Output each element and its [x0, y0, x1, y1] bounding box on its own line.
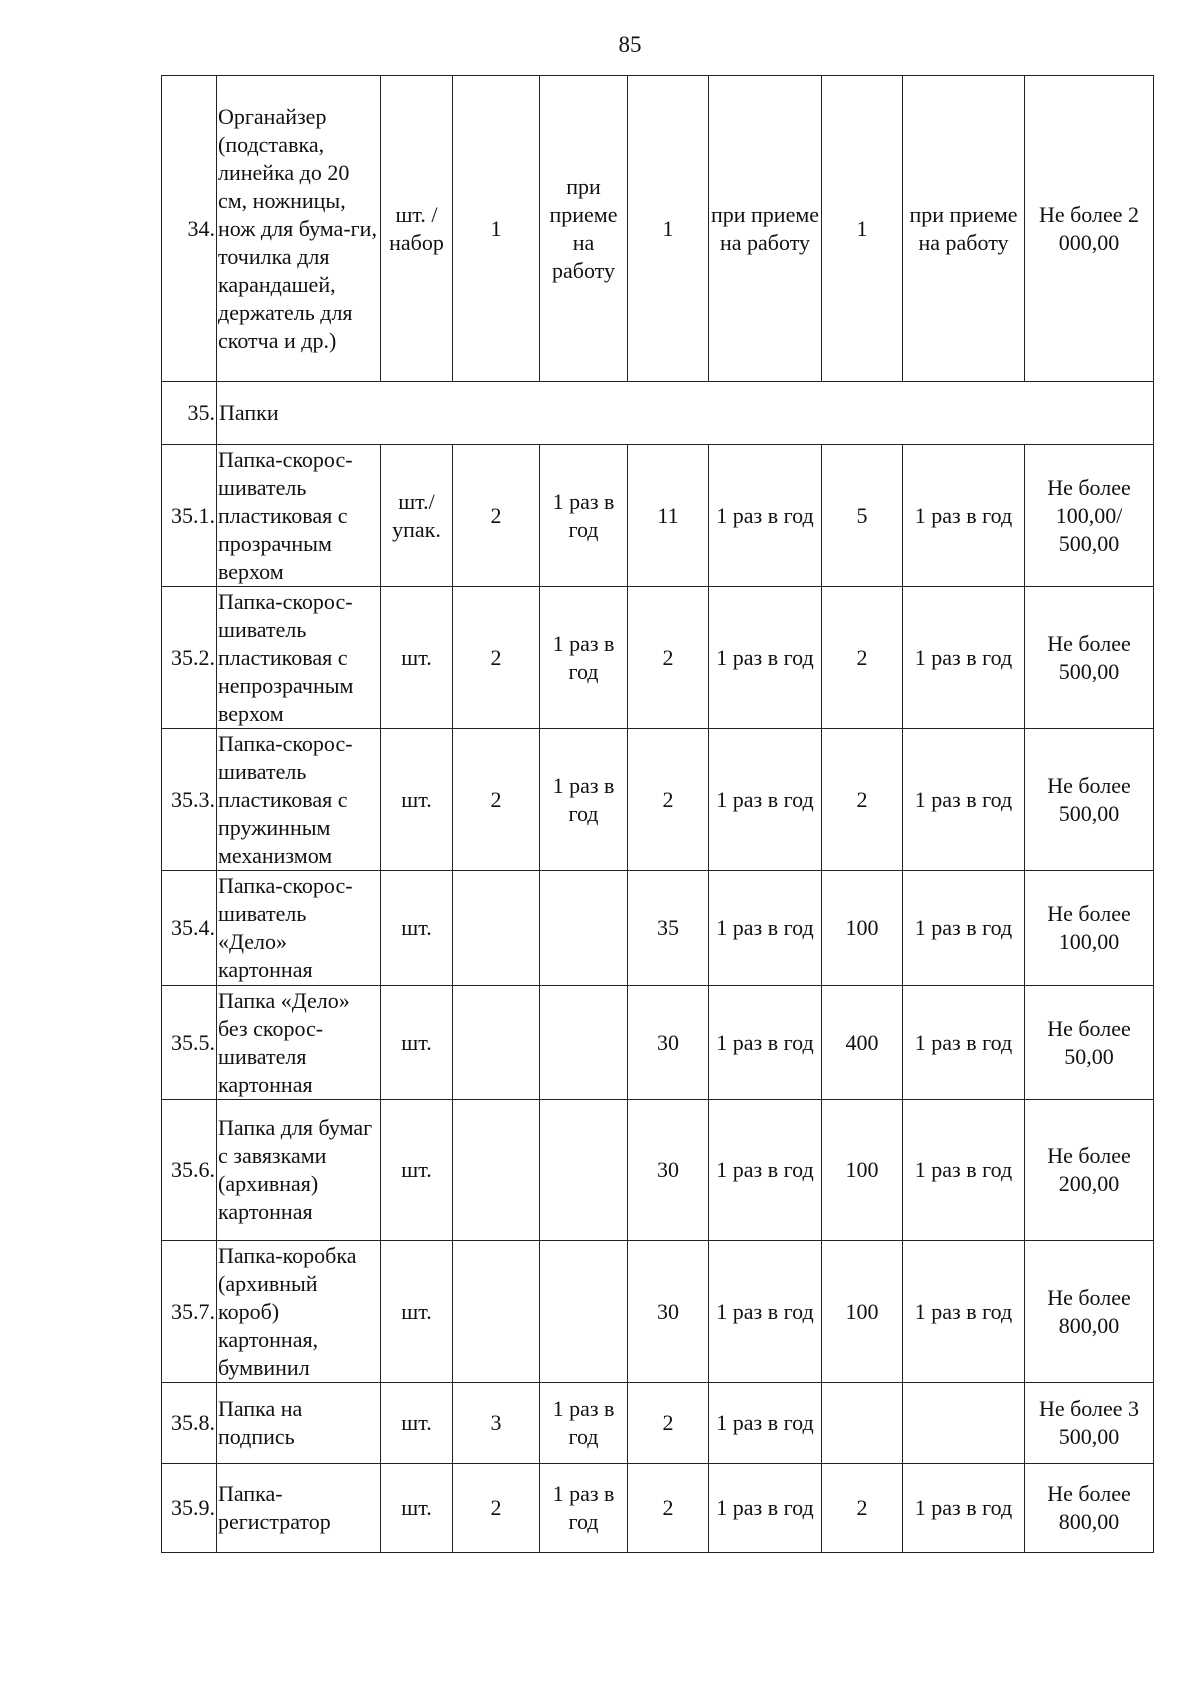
quantity-3-cell [822, 871, 903, 986]
item-name-cell-text: Папка на подпись [218, 1396, 303, 1449]
table-row [162, 587, 1154, 729]
period-2-cell [709, 729, 822, 871]
price-cell [1025, 1383, 1154, 1464]
price-cell [1025, 1241, 1154, 1383]
quantity-2-cell-text: 30 [657, 1157, 679, 1182]
quantity-2-cell [628, 587, 709, 729]
unit-cell [381, 729, 453, 871]
period-2-cell-text: 1 раз в год [716, 1157, 814, 1182]
quantity-2-cell-text: 30 [657, 1029, 679, 1055]
period-1-cell [540, 1464, 628, 1553]
quantity-2-cell [628, 871, 709, 986]
price-cell [1025, 587, 1154, 729]
quantity-3-cell-text: 100 [845, 915, 879, 940]
quantity-2-cell-text: 35 [657, 915, 679, 940]
quantity-2-cell [628, 1464, 709, 1553]
item-name-cell [217, 986, 381, 1100]
quantity-2-cell-text: 2 [662, 786, 674, 812]
period-1-cell-text: 1 раз в год [552, 1396, 615, 1449]
item-name-cell-text: Папка-коробка (архивный короб) картонная, бумвинил [218, 1242, 357, 1380]
unit-cell-text: шт. [401, 786, 432, 812]
price-cell-text: Не более 100,00/ 500,00 [1047, 474, 1131, 556]
quantity-3-cell-text: 1 [856, 215, 868, 241]
row-number-cell [162, 1383, 217, 1464]
period-1-cell-text: 1 раз в год [552, 630, 615, 684]
quantity-2-cell-text: 2 [662, 1495, 674, 1520]
period-2-cell [709, 1383, 822, 1464]
quantity-1-cell [453, 1383, 540, 1464]
quantity-3-cell [822, 1383, 903, 1464]
period-2-cell-text: 1 раз в год [716, 915, 814, 940]
quantity-2-cell [628, 729, 709, 871]
row-number-cell [162, 1241, 217, 1383]
quantity-1-cell-text: 2 [490, 502, 502, 528]
row-number-cell [162, 729, 217, 871]
period-3-cell-text: 1 раз в год [914, 915, 1013, 940]
section-name-cell-text: Папки [219, 400, 279, 425]
period-3-cell [903, 871, 1025, 986]
period-2-cell-text: 1 раз в год [716, 502, 814, 528]
quantity-3-cell [822, 445, 903, 587]
price-cell-text: Не более 200,00 [1047, 1143, 1131, 1196]
row-number-cell [162, 1100, 217, 1241]
quantity-2-cell [628, 986, 709, 1100]
table-row [162, 1383, 1154, 1464]
quantity-3-cell [822, 1100, 903, 1241]
period-2-cell-text: 1 раз в год [716, 1029, 814, 1055]
price-cell [1025, 871, 1154, 986]
table-row [162, 445, 1154, 587]
item-name-cell [217, 587, 381, 729]
row-number-cell-text: 35.5. [171, 1029, 215, 1055]
quantity-1-cell-text: 2 [490, 1495, 502, 1520]
table-row [162, 1464, 1154, 1553]
quantity-1-cell [453, 1100, 540, 1241]
row-number-cell-text: 35.8. [171, 1410, 215, 1435]
price-cell-text: Не более 500,00 [1047, 630, 1131, 684]
unit-cell [381, 445, 453, 587]
row-number-cell-text: 35. [187, 400, 215, 425]
quantity-3-cell-text: 100 [845, 1298, 879, 1324]
item-name-cell-text: Папка-скорос-шиватель пластиковая с пружинным механизмом [218, 730, 353, 868]
row-number-cell-text: 34. [187, 215, 215, 241]
table-row [162, 729, 1154, 871]
unit-cell-text: шт. [401, 644, 432, 670]
quantity-2-cell [628, 1383, 709, 1464]
item-name-cell [217, 729, 381, 871]
item-name-cell-text: Папка «Дело» без скорос-шивателя картонная [218, 987, 350, 1097]
price-cell-text: Не более 800,00 [1047, 1284, 1131, 1338]
quantity-3-cell [822, 587, 903, 729]
price-cell [1025, 1100, 1154, 1241]
row-number-cell-text: 35.9. [171, 1495, 215, 1520]
period-3-cell [903, 445, 1025, 587]
unit-cell [381, 76, 453, 382]
quantity-1-cell-text: 1 [490, 215, 502, 241]
unit-cell-text: шт. [401, 915, 432, 940]
table-row [162, 871, 1154, 986]
row-number-cell-text: 35.7. [171, 1298, 215, 1324]
row-number-cell [162, 445, 217, 587]
quantity-1-cell [453, 445, 540, 587]
period-2-cell [709, 587, 822, 729]
period-3-cell [903, 1464, 1025, 1553]
row-number-cell-text: 35.2. [171, 644, 215, 670]
supplies-table [161, 75, 1154, 1553]
period-2-cell-text: 1 раз в год [716, 1495, 814, 1520]
item-name-cell-text: Папка для бумаг с завязками (архивная) картонная [218, 1115, 373, 1224]
price-cell-text: Не более 500,00 [1047, 772, 1131, 826]
period-2-cell [709, 1100, 822, 1241]
quantity-2-cell-text: 2 [662, 1410, 674, 1435]
quantity-1-cell [453, 729, 540, 871]
period-2-cell [709, 445, 822, 587]
unit-cell [381, 587, 453, 729]
quantity-2-cell-text: 2 [662, 644, 674, 670]
table-row [162, 986, 1154, 1100]
period-1-cell-text: 1 раз в год [552, 488, 615, 542]
period-1-cell [540, 1241, 628, 1383]
unit-cell [381, 1383, 453, 1464]
quantity-1-cell [453, 986, 540, 1100]
section-name-cell [217, 382, 1154, 445]
quantity-3-cell-text: 100 [845, 1157, 879, 1182]
period-2-cell-text: при приеме на работу [710, 201, 820, 255]
period-3-cell [903, 729, 1025, 871]
price-cell [1025, 986, 1154, 1100]
period-3-cell-text: 1 раз в год [914, 644, 1013, 670]
row-number-cell-text: 35.3. [171, 786, 215, 812]
unit-cell-text: шт. [401, 1410, 432, 1435]
quantity-1-cell [453, 1241, 540, 1383]
price-cell [1025, 76, 1154, 382]
period-1-cell [540, 76, 628, 382]
unit-cell-text: шт. / набор [389, 201, 444, 255]
period-1-cell [540, 986, 628, 1100]
quantity-3-cell-text: 2 [856, 786, 868, 812]
unit-cell [381, 1241, 453, 1383]
period-1-cell-text: при приеме на работу [549, 173, 618, 283]
period-2-cell-text: 1 раз в год [716, 786, 814, 812]
row-number-cell [162, 382, 217, 445]
price-cell-text: Не более 50,00 [1047, 1015, 1131, 1069]
table-row [162, 1241, 1154, 1383]
period-3-cell-text: 1 раз в год [914, 786, 1013, 812]
period-3-cell [903, 1100, 1025, 1241]
unit-cell [381, 1100, 453, 1241]
period-3-cell-text: 1 раз в год [914, 1029, 1013, 1055]
page-number: 85 [618, 32, 642, 57]
row-number-cell-text: 35.6. [171, 1157, 215, 1182]
period-1-cell [540, 871, 628, 986]
price-cell [1025, 729, 1154, 871]
table-row [162, 76, 1154, 382]
period-1-cell [540, 729, 628, 871]
quantity-3-cell [822, 76, 903, 382]
period-2-cell [709, 76, 822, 382]
unit-cell-text: шт. [401, 1298, 432, 1324]
quantity-1-cell [453, 1464, 540, 1553]
item-name-cell [217, 1100, 381, 1241]
item-name-cell [217, 1241, 381, 1383]
item-name-cell-text: Папка-скорос-шиватель пластиковая с прозрачным верхом [218, 446, 353, 584]
unit-cell-text: шт./ упак. [392, 488, 441, 542]
unit-cell [381, 871, 453, 986]
period-2-cell-text: 1 раз в год [716, 1298, 814, 1324]
unit-cell-text: шт. [401, 1157, 432, 1182]
quantity-3-cell-text: 2 [856, 1495, 868, 1520]
period-2-cell-text: 1 раз в год [716, 1410, 814, 1435]
item-name-cell [217, 1464, 381, 1553]
quantity-3-cell-text: 400 [845, 1029, 879, 1055]
period-3-cell [903, 76, 1025, 382]
quantity-3-cell [822, 1464, 903, 1553]
row-number-cell [162, 986, 217, 1100]
row-number-cell [162, 587, 217, 729]
period-2-cell [709, 1464, 822, 1553]
table-body [162, 76, 1154, 1553]
item-name-cell-text: Папка-скорос-шиватель пластиковая с непрозрачным верхом [218, 588, 354, 726]
row-number-cell [162, 1464, 217, 1553]
period-3-cell-text: 1 раз в год [914, 1298, 1013, 1324]
quantity-1-cell [453, 76, 540, 382]
period-3-cell-text: 1 раз в год [914, 1495, 1013, 1520]
unit-cell [381, 986, 453, 1100]
row-number-cell [162, 871, 217, 986]
period-3-cell-text: 1 раз в год [914, 1157, 1013, 1182]
quantity-1-cell [453, 587, 540, 729]
quantity-2-cell [628, 445, 709, 587]
price-cell-text: Не более 800,00 [1047, 1481, 1131, 1534]
quantity-1-cell-text: 2 [490, 644, 502, 670]
quantity-1-cell [453, 871, 540, 986]
unit-cell-text: шт. [401, 1029, 432, 1055]
period-1-cell-text: 1 раз в год [552, 1481, 615, 1534]
price-cell-text: Не более 3 500,00 [1038, 1396, 1140, 1449]
period-3-cell [903, 986, 1025, 1100]
quantity-3-cell [822, 986, 903, 1100]
row-number-cell-text: 35.4. [171, 915, 215, 940]
item-name-cell-text: Органайзер (подставка, линейка до 20 см, ножницы, нож для бума-ги, точилка для карандашей, держатель для скотча и др.) [218, 103, 377, 353]
quantity-2-cell-text: 1 [662, 215, 674, 241]
quantity-3-cell [822, 729, 903, 871]
row-number-cell-text: 35.1. [171, 502, 215, 528]
period-2-cell-text: 1 раз в год [716, 644, 814, 670]
period-3-cell-text: при приеме на работу [909, 201, 1018, 255]
quantity-1-cell-text: 2 [490, 786, 502, 812]
quantity-2-cell [628, 1100, 709, 1241]
quantity-2-cell-text: 11 [657, 502, 679, 528]
quantity-3-cell [822, 1241, 903, 1383]
period-1-cell [540, 1100, 628, 1241]
period-2-cell [709, 986, 822, 1100]
table-row [162, 1100, 1154, 1241]
period-2-cell [709, 1241, 822, 1383]
item-name-cell [217, 445, 381, 587]
quantity-3-cell-text: 5 [856, 502, 868, 528]
period-2-cell [709, 871, 822, 986]
item-name-cell [217, 871, 381, 986]
row-number-cell [162, 76, 217, 382]
quantity-1-cell-text: 3 [490, 1410, 502, 1435]
price-cell-text: Не более 100,00 [1047, 901, 1131, 954]
quantity-2-cell [628, 1241, 709, 1383]
period-3-cell [903, 1241, 1025, 1383]
period-1-cell [540, 587, 628, 729]
period-1-cell [540, 445, 628, 587]
period-3-cell [903, 1383, 1025, 1464]
unit-cell [381, 1464, 453, 1553]
period-1-cell-text: 1 раз в год [552, 772, 615, 826]
period-1-cell [540, 1383, 628, 1464]
item-name-cell-text: Папка-регистратор [218, 1481, 331, 1534]
section-row [162, 382, 1154, 445]
quantity-2-cell-text: 30 [657, 1298, 679, 1324]
unit-cell-text: шт. [401, 1495, 432, 1520]
period-3-cell [903, 587, 1025, 729]
period-3-cell-text: 1 раз в год [914, 502, 1013, 528]
quantity-2-cell [628, 76, 709, 382]
item-name-cell [217, 1383, 381, 1464]
quantity-3-cell-text: 2 [856, 644, 868, 670]
item-name-cell [217, 76, 381, 382]
price-cell-text: Не более 2 000,00 [1038, 201, 1140, 255]
price-cell [1025, 1464, 1154, 1553]
price-cell [1025, 445, 1154, 587]
item-name-cell-text: Папка-скорос-шиватель «Дело» картонная [218, 873, 353, 982]
